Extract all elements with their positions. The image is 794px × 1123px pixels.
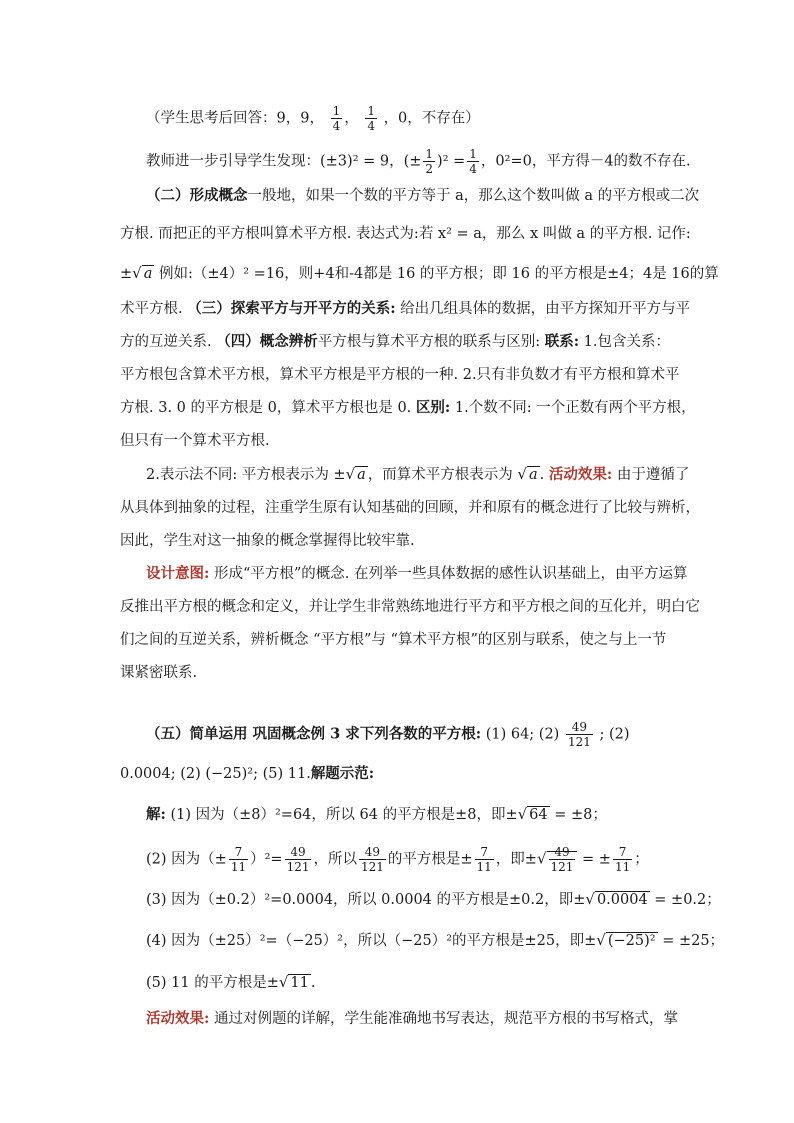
fraction: $\frac{1}{4}$ — [367, 104, 375, 133]
solution-line-3: (3) 因为（±0.2）²=0.0004，所以 0.0004 的平方根是±0.2，即±√ 0.0004 = ±0.2； — [146, 890, 721, 908]
design-intent-label: 设计意图: — [146, 565, 210, 582]
concept-section-line-4: 术平方根. （三）探索平方与开平方的关系: 给出几组具体的数据，由平方探知开平方与平 — [120, 300, 691, 317]
design-intent-line-1: 设计意图: 形成“平方根”的概念. 在列举一些具体数据的感性认识基础上，由平方运算 — [146, 565, 688, 582]
section-heading: （三）探索平方与开平方的关系: — [187, 300, 396, 317]
concept-section-line-7: 方根. 3. 0 的平方根是 0，算术平方根也是 0. 区别: 1.个数不同: 一个正数有两个平方根， — [120, 399, 696, 416]
sqrt-expression: √ a — [132, 264, 153, 282]
activity-effect-label: 活动效果: — [548, 466, 613, 483]
teacher-guidance-line: 教师进一步引导学生发现：(±3)² = 9，(± $\frac{1}{2}$ )² = $\frac{1}{4}$ ，0²=0，平方得－4的数不存在. — [146, 147, 691, 176]
concept-section-line-2: 方根. 而把正的平方根叫算术平方根. 表达式为:若 x² = a，那么 x 叫做 a 的平方根. 记作: — [120, 226, 691, 242]
concept-section-line-3: ±√ a 例如:（±4）² =16，则+4和-4都是 16 的平方根；即 16 的平方根是±4；4是 16的算 — [120, 262, 680, 285]
solution-line-4: (4) 因为（±25）²=（−25）²，所以（−25）²的平方根是±25，即±√ (−25)² = ±25； — [146, 931, 725, 949]
notation-line-3: 因此，学生对这一抽象的概念掌握得比较牢靠. — [120, 533, 415, 549]
section-heading: （二）形成概念 — [146, 187, 248, 204]
concept-section-line-8: 但只有一个算术平方根. — [120, 433, 270, 449]
design-intent-line-4: 课紧密联系. — [120, 665, 198, 681]
section-heading: （五）简单运用 巩固概念例 3 求下列各数的平方根: — [146, 725, 482, 743]
fraction: $\frac{1}{4}$ — [332, 104, 341, 133]
design-intent-line-2: 反推出平方根的概念和定义，并让学生非常熟练地进行平方和平方根之间的互化并，明白它 — [120, 599, 700, 615]
student-answer-line: （学生思考后回答：9，9， $\frac{1}{4}$ ， $\frac{1}{4}$ ，0，不存在） — [146, 104, 480, 133]
example-line-1: （五）简单运用 巩固概念例 3 求下列各数的平方根: (1) 64; (2) $\frac{49}{121}$ ; (2) — [146, 720, 630, 749]
concept-section-line-5: 方的互逆关系. （四）概念辨析平方根与算术平方根的联系与区别: 联系: 1.包含关系： — [120, 333, 671, 350]
text: （学生思考后回答：9，9， — [146, 110, 324, 127]
design-intent-line-3: 们之间的互逆关系，辨析概念 “平方根”与 “算术平方根”的区别与联系，使之与上一节 — [120, 632, 667, 648]
text: ，0，不存在） — [383, 110, 480, 127]
activity-effect-label: 活动效果: — [146, 1010, 210, 1027]
activity-effect-line: 活动效果: 通过对例题的详解，学生能准确地书写表达，规范平方根的书写格式，掌 — [146, 1010, 678, 1027]
solution-line-1: 解: (1) 因为（±8）²=64，所以 64 的平方根是±8，即±√ 64 = ±8； — [146, 805, 607, 823]
notation-line-2: 从具体到抽象的过程，注重学生原有认知基础的回顾，并和原有的概念进行了比较与辨析， — [120, 500, 700, 516]
section-heading: （四）概念辨析 — [216, 333, 318, 350]
concept-section-line-6: 平方根包含算术平方根，算术平方根是平方根的一种. 2.只有非负数才有平方根和算术平 — [120, 367, 680, 383]
solution-line-2: (2) 因为（± $\frac{7}{11}$ ）²= $\frac{49}{121}$ ，所以 $\frac{49}{121}$ 的平方根是± $\frac{7}{11}$ ，即±√ $\frac{49}{121}$ = ± $\frac{7}{11}$ ； — [146, 845, 649, 874]
concept-section-line-1: （二）形成概念一般地，如果一个数的平方等于 a，那么这个数叫做 a 的平方根或二次 — [146, 187, 700, 204]
solution-line-5: (5) 11 的平方根是±√ 11 . — [146, 973, 316, 991]
example-line-2: 0.0004; (2) (−25)²; (5) 11.解题示范: — [120, 765, 375, 782]
notation-line-1: 2.表示法不同: 平方根表示为 ±√ a ，而算术平方根表示为 √ a . 活动效果: 由于遵循了 — [146, 465, 690, 483]
